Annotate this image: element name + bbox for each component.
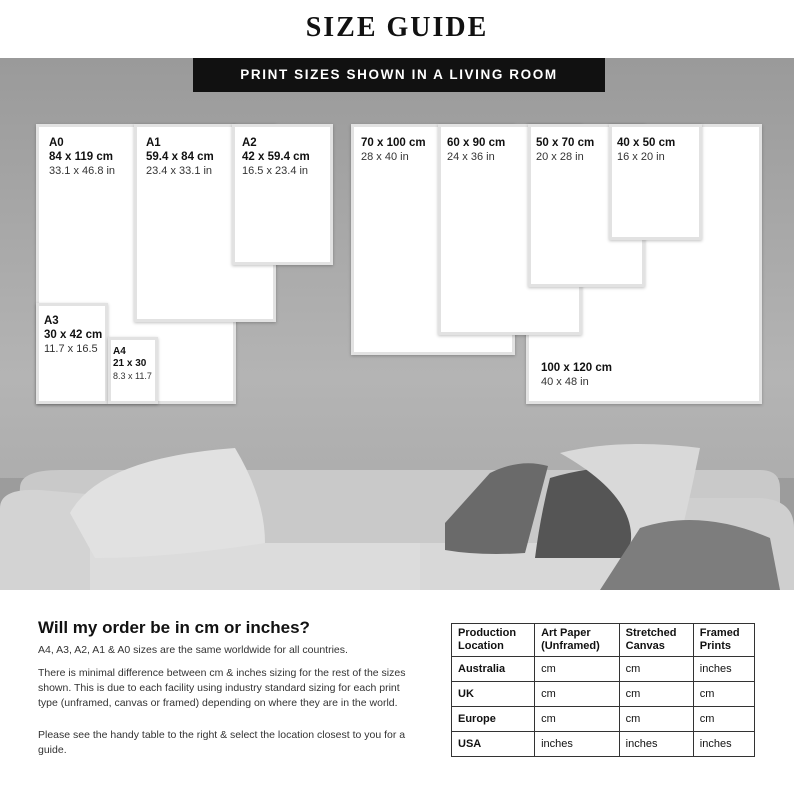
label-60x90 — [447, 136, 505, 164]
row-location: USA — [452, 732, 535, 757]
a4-in: 8.3 x 11.7 — [113, 371, 152, 381]
header-art-paper: Art Paper (Unframed) — [535, 624, 620, 657]
a3-cm: 30 x 42 cm — [44, 329, 103, 341]
row-art-paper: inches — [535, 732, 620, 757]
table-row — [452, 657, 755, 682]
info-paragraph-3: Please see the handy table to the right & select the location closest to you for a guide. — [38, 729, 406, 756]
row-canvas: cm — [619, 657, 693, 682]
row-art-paper: cm — [535, 682, 620, 707]
row-framed: inches — [693, 732, 754, 757]
table-row — [452, 732, 755, 757]
info-paragraph-2: There is minimal difference between cm & inches sizing for the rest of the sizes shown. This is due to each facility using industry standard sizing for each print type (unframed, canvas or framed) depending on where they are in the world. — [38, 667, 406, 709]
page-title: SIZE GUIDE — [305, 12, 489, 43]
f50-cm: 50 x 70 cm — [536, 137, 595, 149]
info-paragraph-1: A4, A3, A2, A1 & A0 sizes are the same worldwide for all countries. — [38, 644, 348, 656]
f40-cm: 40 x 50 cm — [617, 137, 676, 149]
a1-cm: 59.4 x 84 cm — [146, 151, 214, 163]
row-canvas: inches — [619, 732, 693, 757]
label-a1 — [146, 136, 214, 178]
header-framed: Framed Prints — [693, 624, 754, 657]
a2-name: A2 — [242, 137, 257, 149]
info-question: Will my order be in cm or inches? — [38, 618, 310, 637]
table-row — [452, 707, 755, 732]
sofa-illustration — [0, 418, 794, 590]
row-framed: cm — [693, 682, 754, 707]
row-art-paper: cm — [535, 707, 620, 732]
a0-in: 33.1 x 46.8 in — [49, 165, 116, 177]
a0-cm: 84 x 119 cm — [49, 151, 113, 163]
row-framed: cm — [693, 707, 754, 732]
a1-name: A1 — [146, 137, 161, 149]
header-canvas: Stretched Canvas — [619, 624, 693, 657]
label-a2 — [242, 136, 310, 178]
f60-cm: 60 x 90 cm — [447, 137, 506, 149]
living-room-wall — [0, 58, 794, 590]
f70-cm: 70 x 100 cm — [361, 137, 426, 149]
row-canvas: cm — [619, 682, 693, 707]
a3-name: A3 — [44, 315, 59, 327]
f40-in: 16 x 20 in — [617, 151, 665, 163]
f100-cm: 100 x 120 cm — [541, 362, 612, 374]
label-100x120 — [541, 361, 612, 389]
row-canvas: cm — [619, 707, 693, 732]
table-row — [452, 682, 755, 707]
label-a0 — [49, 136, 115, 178]
label-40x50 — [617, 136, 675, 164]
a2-cm: 42 x 59.4 cm — [242, 151, 310, 163]
a1-in: 23.4 x 33.1 in — [146, 165, 213, 177]
row-framed: inches — [693, 657, 754, 682]
f60-in: 24 x 36 in — [447, 151, 495, 163]
label-70x100 — [361, 136, 426, 164]
f50-in: 20 x 28 in — [536, 151, 584, 163]
label-a3 — [44, 314, 102, 356]
info-section — [0, 590, 794, 794]
location-table — [451, 623, 755, 757]
table-header-row — [452, 624, 755, 657]
banner: PRINT SIZES SHOWN IN A LIVING ROOM — [193, 58, 605, 92]
label-a4 — [113, 346, 152, 382]
a2-in: 16.5 x 23.4 in — [242, 165, 309, 177]
row-location: UK — [452, 682, 535, 707]
row-art-paper: cm — [535, 657, 620, 682]
a4-cm: 21 x 30 — [113, 358, 147, 369]
header-location: Production Location — [452, 624, 535, 657]
f70-in: 28 x 40 in — [361, 151, 409, 163]
row-location: Europe — [452, 707, 535, 732]
a0-name: A0 — [49, 137, 64, 149]
row-location: Australia — [452, 657, 535, 682]
f100-in: 40 x 48 in — [541, 376, 589, 388]
a4-name: A4 — [113, 346, 126, 357]
a3-in: 11.7 x 16.5 — [44, 343, 98, 355]
label-50x70 — [536, 136, 594, 164]
